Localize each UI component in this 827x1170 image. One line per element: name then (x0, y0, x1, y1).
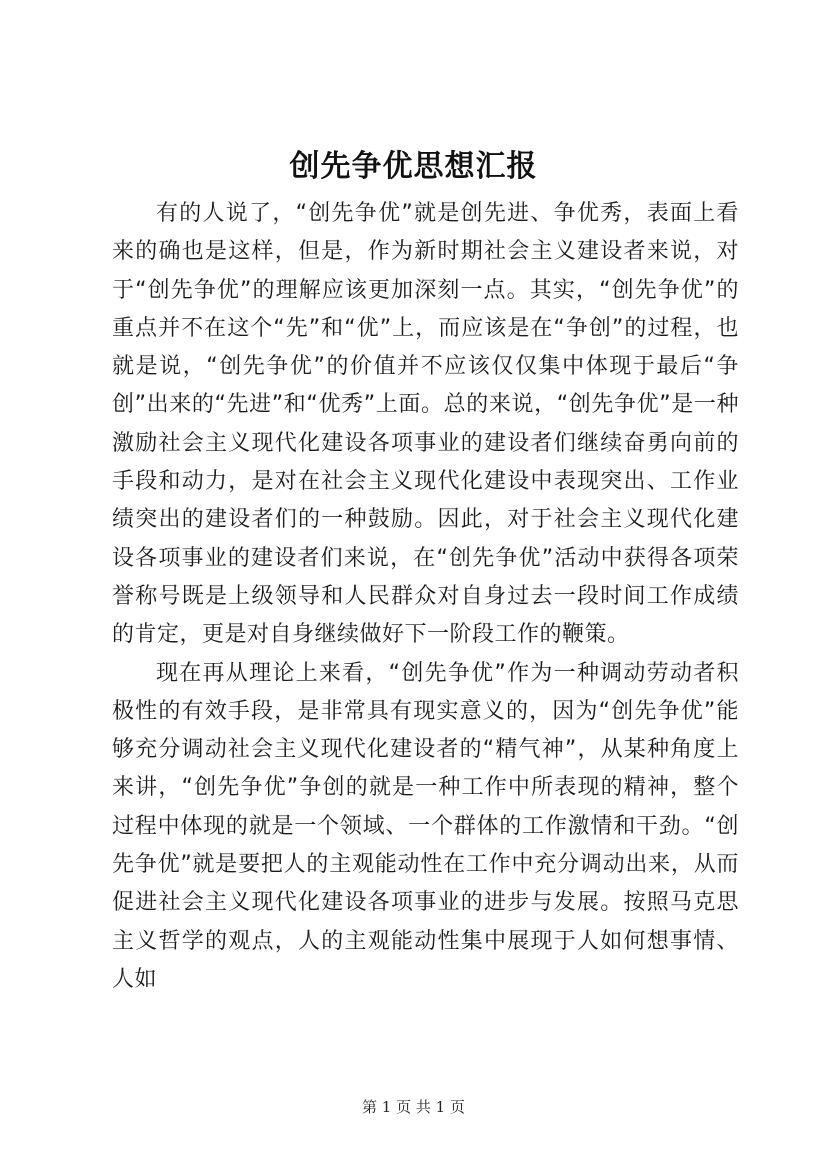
page-number-footer: 第 1 页 共 1 页 (362, 1098, 465, 1116)
document-body (112, 195, 739, 999)
paragraph-2: 现在再从理论上来看，“创先争优”作为一种调动劳动者积极性的有效手段，是非常具有现实意义的，因为“创先争优”能够充分调动社会主义现代化建设者的“精气神”，从某种角度上来讲，“创先争优”争创的就是一种工作中所表现的精神，整个过程中体现的就是一个领域、一个群体的工作激情和干劲。“创先争优”就是要把人的主观能动性在工作中充分调动出来，从而促进社会主义现代化建设各项事业的进步与发展。按照马克思主义哲学的观点，人的主观能动性集中展现于人如何想事情、人如 (112, 660, 740, 992)
paragraph-1: 有的人说了，“创先争优”就是创先进、争优秀，表面上看来的确也是这样，但是，作为新时期社会主义建设者来说，对于“创先争优”的理解应该更加深刻一点。其实，“创先争优”的重点并不在这个“先”和“优”上，而应该是在“争创”的过程，也就是说，“创先争优”的价值并不应该仅仅集中体现于最后“争创”出来的“先进”和“优秀”上面。总的来说，“创先争优”是一种激励社会主义现代化建设各项事业的建设者们继续奋勇向前的手段和动力，是对在社会主义现代化建设中表现突出、工作业绩突出的建设者们的一种鼓励。因此，对于社会主义现代化建设各项事业的建设者们来说，在“创先争优”活动中获得各项荣誉称号既是上级领导和人民群众对自身过去一段时间工作成绩的肯定，更是对自身继续做好下一阶段工作的鞭策。 (112, 201, 740, 648)
document-title: 创先争优思想汇报 (289, 149, 538, 184)
